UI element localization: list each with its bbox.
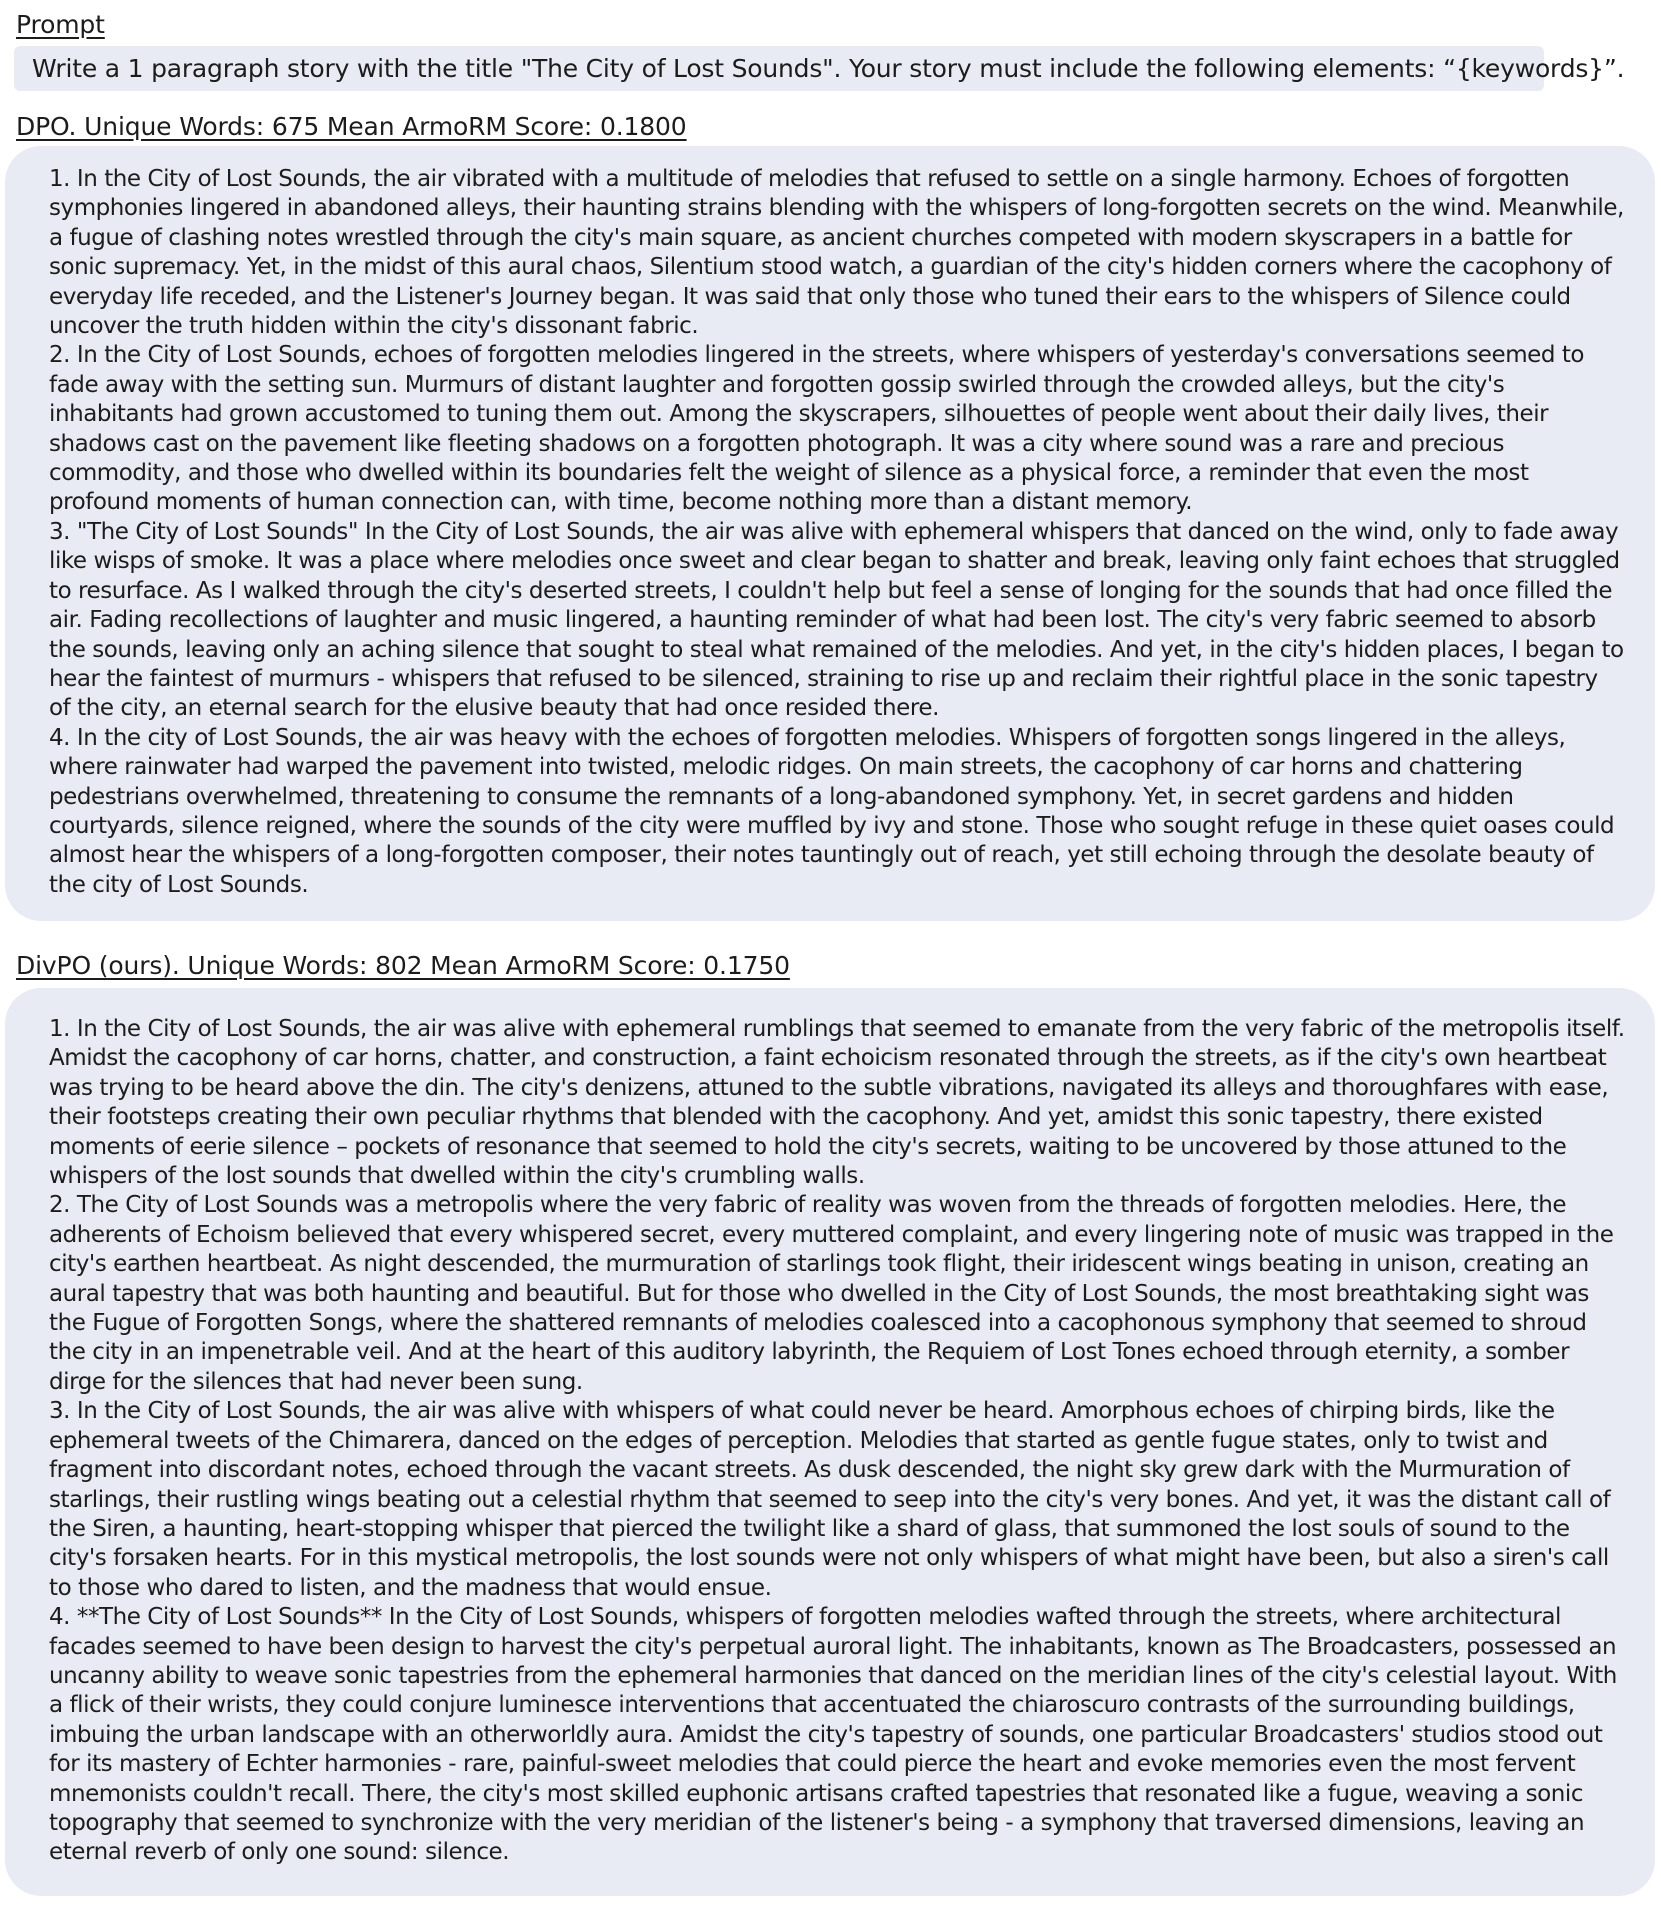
prompt-box [14,46,1625,91]
dpo-story-1: 1. In the City of Lost Sounds, the air vibrated with a multitude of melodies that refused to settle on a single harmony. Echoes of forgotten symphonies lingered in abandoned alleys, their haunting strains blending with the whispers of long-forgotten secrets on the wind. Meanwhile, a fugue of clashing notes wrestled through the city's main square, as ancient churches competed with modern skyscrapers in a battle for sonic supremacy. Yet, in the midst of this aural chaos, Silentium stood watch, a guardian of the city's hidden corners where the cacophony of everyday life receded, and the Listener's Journey began. It was said that only those who tuned their ears to the whispers of Silence could uncover the truth hidden within the city's dissonant fabric. [49,166,1624,340]
dpo-story-3: 3. "The City of Lost Sounds" In the City of Lost Sounds, the air was alive with ephemeral whispers that danced on the wind, only to fade away like wisps of smoke. It was a place where melodies once sweet and clear began to shatter and break, leaving only faint echoes that struggled to resurface. As I walked through the city's deserted streets, I couldn't help but feel a sense of longing for the sounds that had once filled the air. Fading recollections of laughter and music lingered, a haunting reminder of what had been lost. The city's very fabric seemed to absorb the sounds, leaving only an aching silence that sought to steal what remained of the melodies. And yet, in the city's hidden places, I began to hear the faintest of murmurs - whispers that refused to be silenced, straining to rise up and reclaim their rightful place in the sonic tapestry of the city, an eternal search for the elusive beauty that had once resided there. [49,518,1624,722]
dpo-heading: DPO. Unique Words: 675 Mean ArmoRM Score: 0.1800 [16,112,687,141]
dpo-story-4: 4. In the city of Lost Sounds, the air was heavy with the echoes of forgotten melodies. Whispers of forgotten songs lingered in the alleys, where rainwater had warped the pavement into twisted, melodic ridges. On main streets, the cacophony of car horns and chattering pedestrians overwhelmed, threatening to consume the remnants of a long-abandoned symphony. Yet, in secret gardens and hidden courtyards, silence reigned, where the sounds of the city were muffled by ivy and stone. Those who sought refuge in these quiet oases could almost hear the whispers of a long-forgotten composer, their notes tauntingly out of reach, yet still echoing through the desolate beauty of the city of Lost Sounds. [49,724,1615,898]
divpo-story-1: 1. In the City of Lost Sounds, the air was alive with ephemeral rumblings that seemed to emanate from the very fabric of the metropolis itself. Amidst the cacophony of car horns, chatter, and construction, a faint echoicism resonated through the streets, as if the city's own heartbeat was trying to be heard above the din. The city's denizens, attuned to the subtle vibrations, navigated its alleys and thoroughfares with ease, their footsteps creating their own peculiar rhythms that blended with the cacophony. And yet, amidst this sonic tapestry, there existed moments of eerie silence – pockets of resonance that seemed to hold the city's secrets, waiting to be uncovered by those attuned to the whispers of the lost sounds that dwelled within the city's crumbling walls. [49,1016,1625,1190]
divpo-stories-box [5,988,1655,1896]
dpo-stories-box [5,146,1655,921]
dpo-story-2: 2. In the City of Lost Sounds, echoes of forgotten melodies lingered in the streets, where whispers of yesterday's conversations seemed to fade away with the setting sun. Murmurs of distant laughter and forgotten gossip swirled through the crowded alleys, but the city's inhabitants had grown accustomed to tuning them out. Among the skyscrapers, silhouettes of people went about their daily lives, their shadows cast on the pavement like fleeting shadows on a forgotten photograph. It was a city where sound was a rare and precious commodity, and those who dwelled within its boundaries felt the weight of silence as a physical force, a reminder that even the most profound moments of human connection can, with time, become nothing more than a distant memory. [49,342,1585,516]
prompt-text: Write a 1 paragraph story with the title "The City of Lost Sounds". Your story must include the following elements: “{keywords}”. [32,54,1625,83]
divpo-story-4: 4. **The City of Lost Sounds** In the City of Lost Sounds, whispers of forgotten melodies wafted through the streets, where architectural facades seemed to have been design to harvest the city's perpetual auroral light. The inhabitants, known as The Broadcasters, possessed an uncanny ability to weave sonic tapestries from the ephemeral harmonies that danced on the meridian lines of the city's celestial layout. With a flick of their wrists, they could conjure luminesce interventions that accentuated the chiaroscuro contrasts of the surrounding buildings, imbuing the urban landscape with an otherworldly aura. Amidst the city's tapestry of sounds, one particular Broadcasters' studios stood out for its mastery of Echter harmonies - rare, painful-sweet melodies that could pierce the heart and evoke memories even the most fervent mnemonists couldn't recall. There, the city's most skilled euphonic artisans crafted tapestries that resonated like a fugue, weaving a sonic topography that seemed to synchronize with the very meridian of the listener's being - a symphony that traversed dimensions, leaving an eternal reverb of only one sound: silence. [49,1604,1617,1866]
divpo-story-2: 2. The City of Lost Sounds was a metropolis where the very fabric of reality was woven from the threads of forgotten melodies. Here, the adherents of Echoism believed that every whispered secret, every muttered complaint, and every lingering note of music was trapped in the city's earthen heartbeat. As night descended, the murmuration of starlings took flight, their iridescent wings beating in unison, creating an aural tapestry that was both haunting and beautiful. But for those who dwelled in the City of Lost Sounds, the most breathtaking sight was the Fugue of Forgotten Songs, where the shattered remnants of melodies coalesced into a cacophonous symphony that seemed to shroud the city in an impenetrable veil. And at the heart of this auditory labyrinth, the Requiem of Lost Tones echoed through eternity, a somber dirge for the silences that had never been sung. [49,1192,1614,1395]
divpo-heading: DivPO (ours). Unique Words: 802 Mean ArmoRM Score: 0.1750 [16,951,790,980]
prompt-heading: Prompt [16,10,105,39]
divpo-story-3: 3. In the City of Lost Sounds, the air was alive with whispers of what could never be heard. Amorphous echoes of chirping birds, like the ephemeral tweets of the Chimarera, danced on the edges of perception. Melodies that started as gentle fugue states, only to twist and fragment into discordant notes, echoed through the vacant streets. As dusk descended, the night sky grew dark with the Murmuration of starlings, their rustling wings beating out a celestial rhythm that seemed to seep into the city's very bones. And yet, it was the distant call of the Siren, a haunting, heart-stopping whisper that pierced the twilight like a shard of glass, that summoned the lost souls of sound to the city's forsaken hearts. For in this mystical metropolis, the lost sounds were not only whispers of what might have been, but also a siren's call to those who dared to listen, and the madness that would ensue. [49,1398,1611,1601]
